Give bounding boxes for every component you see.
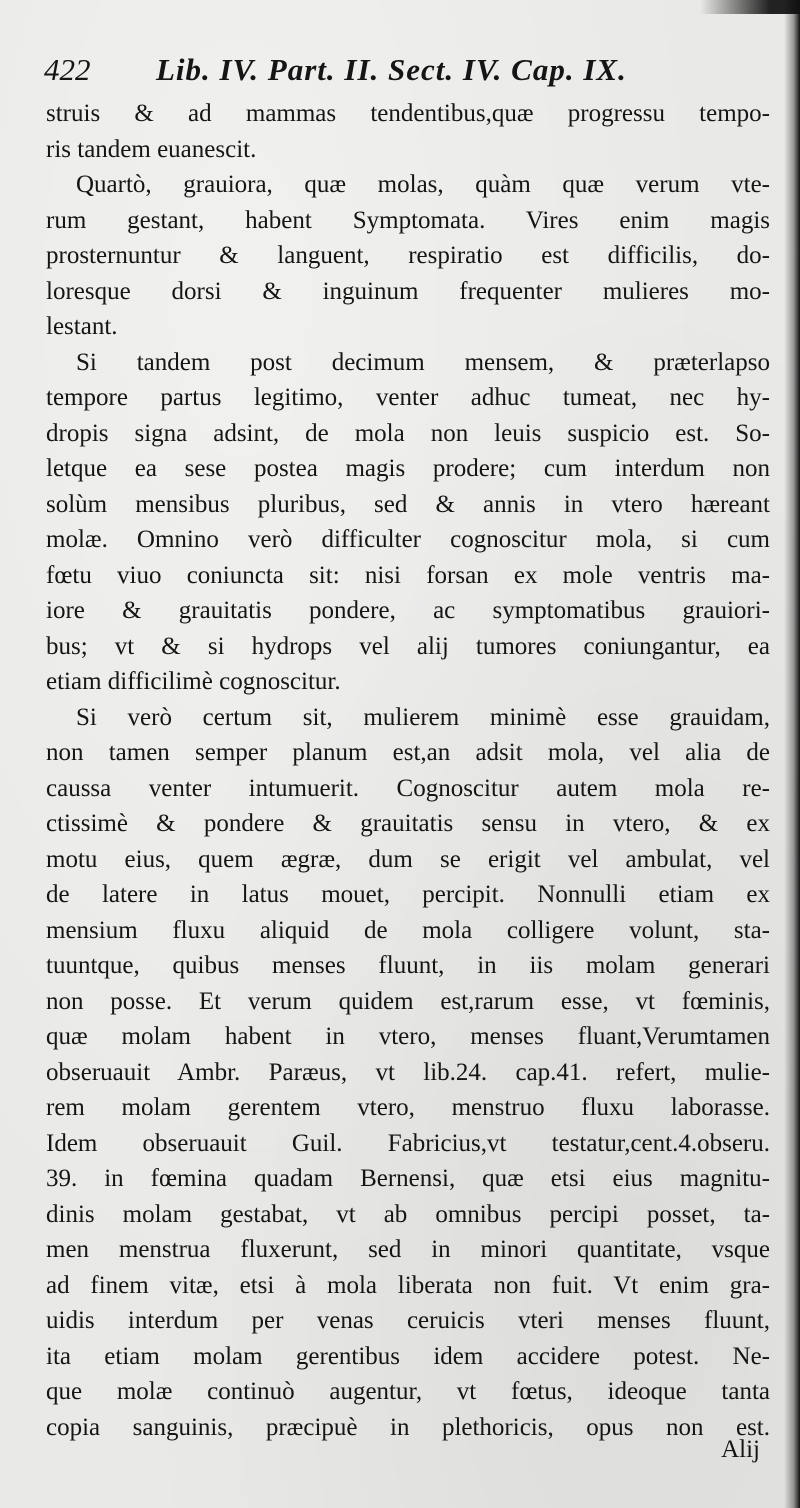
text-line: non tamen semper planum est,an adsit mola, vel alia de	[46, 739, 770, 766]
text-line: men menstrua fluxerunt, sed in minori quantitate, vsque	[46, 1236, 770, 1263]
text-line: lestant.	[46, 313, 118, 340]
text-line: que molæ continuò augentur, vt fœtus, ideoque tanta	[46, 1378, 770, 1405]
text-line: ad finem vitæ, etsi à mola liberata non fuit. Vt enim gra-	[46, 1271, 770, 1299]
text-line: rum gestant, habent Symptomata. Vires enim magis	[46, 206, 770, 234]
text-line: de latere in latus mouet, percipit. Nonnulli etiam ex	[46, 881, 770, 908]
text-line: Quartò, grauiora, quæ molas, quàm quæ verum vte-	[76, 171, 770, 198]
text-line: molæ. Omnino verò difficulter cognoscitur mola, si cum	[46, 526, 770, 553]
text-line: obseruauit Ambr. Paræus, vt lib.24. cap.41. refert, mulie-	[46, 1058, 770, 1086]
text-line: ctissimè & pondere & grauitatis sensu in vtero, & ex	[46, 810, 770, 837]
text-line: motu eius, quem ægræ, dum se erigit vel ambulat, vel	[46, 845, 770, 873]
text-line: prosternuntur & languent, respiratio est difficilis, do-	[46, 242, 770, 269]
text-line: loresque dorsi & inguinum frequenter mulieres mo-	[46, 277, 770, 305]
body-text	[46, 96, 770, 1445]
text-line: tempore partus legitimo, venter adhuc tumeat, nec hy-	[46, 384, 770, 411]
page-number: 422	[44, 52, 91, 87]
paragraph-4	[46, 700, 770, 1446]
paragraph-1	[46, 96, 770, 167]
text-line: dropis signa adsint, de mola non leuis suspicio est. So-	[46, 419, 770, 447]
text-line: fœtu viuo coniuncta sit: nisi forsan ex mole ventris ma-	[46, 561, 770, 589]
text-line: 39. in fœmina quadam Bernensi, quæ etsi eius magnitu-	[46, 1165, 770, 1192]
text-line: solùm mensibus pluribus, sed & annis in vtero hæreant	[46, 490, 770, 518]
text-line: letque ea sese postea magis prodere; cum interdum non	[46, 455, 770, 482]
text-line: Si verò certum sit, mulierem minimè esse grauidam,	[76, 703, 770, 731]
catchword: Alij	[721, 1436, 760, 1463]
text-line: quæ molam habent in vtero, menses fluant,Verumtamen	[46, 1023, 770, 1050]
text-line: bus; vt & si hydrops vel alij tumores coniungantur, ea	[46, 632, 770, 660]
paragraph-3	[46, 345, 770, 700]
page-edge-shadow-right	[784, 0, 800, 1508]
text-line: iore & grauitatis pondere, ac symptomatibus grauiori-	[46, 597, 770, 624]
text-line: Si tandem post decimum mensem, & præterlapso	[76, 348, 770, 376]
paragraph-2	[46, 167, 770, 345]
text-line: rem molam gerentem vtero, menstruo fluxu laborasse.	[46, 1094, 770, 1121]
text-line: struis & ad mammas tendentibus,quæ progressu tempo-	[46, 100, 770, 127]
text-line: uidis interdum per venas ceruicis vteri menses fluunt,	[46, 1307, 770, 1334]
running-head	[44, 52, 744, 96]
text-line: ita etiam molam gerentibus idem accidere potest. Ne-	[46, 1342, 770, 1370]
text-line: caussa venter intumuerit. Cognoscitur autem mola re-	[46, 774, 770, 802]
text-line: Idem obseruauit Guil. Fabricius,vt testatur,cent.4.obseru.	[46, 1129, 770, 1157]
text-line: tuuntque, quibus menses fluunt, in iis molam generari	[46, 952, 770, 979]
text-line: dinis molam gestabat, vt ab omnibus percipi posset, ta-	[46, 1200, 770, 1228]
text-line: non posse. Et verum quidem est,rarum esse, vt fœminis,	[46, 987, 770, 1015]
text-line: ris tandem euanescit.	[46, 135, 257, 163]
text-line: mensium fluxu aliquid de mola colligere volunt, sta-	[46, 916, 770, 944]
text-line: copia sanguinis, præcipuè in plethoricis, opus non est.	[46, 1413, 770, 1441]
running-head-title: Lib. IV. Part. II. Sect. IV. Cap. IX.	[156, 52, 627, 87]
text-line: etiam difficilimè cognoscitur.	[46, 668, 341, 695]
